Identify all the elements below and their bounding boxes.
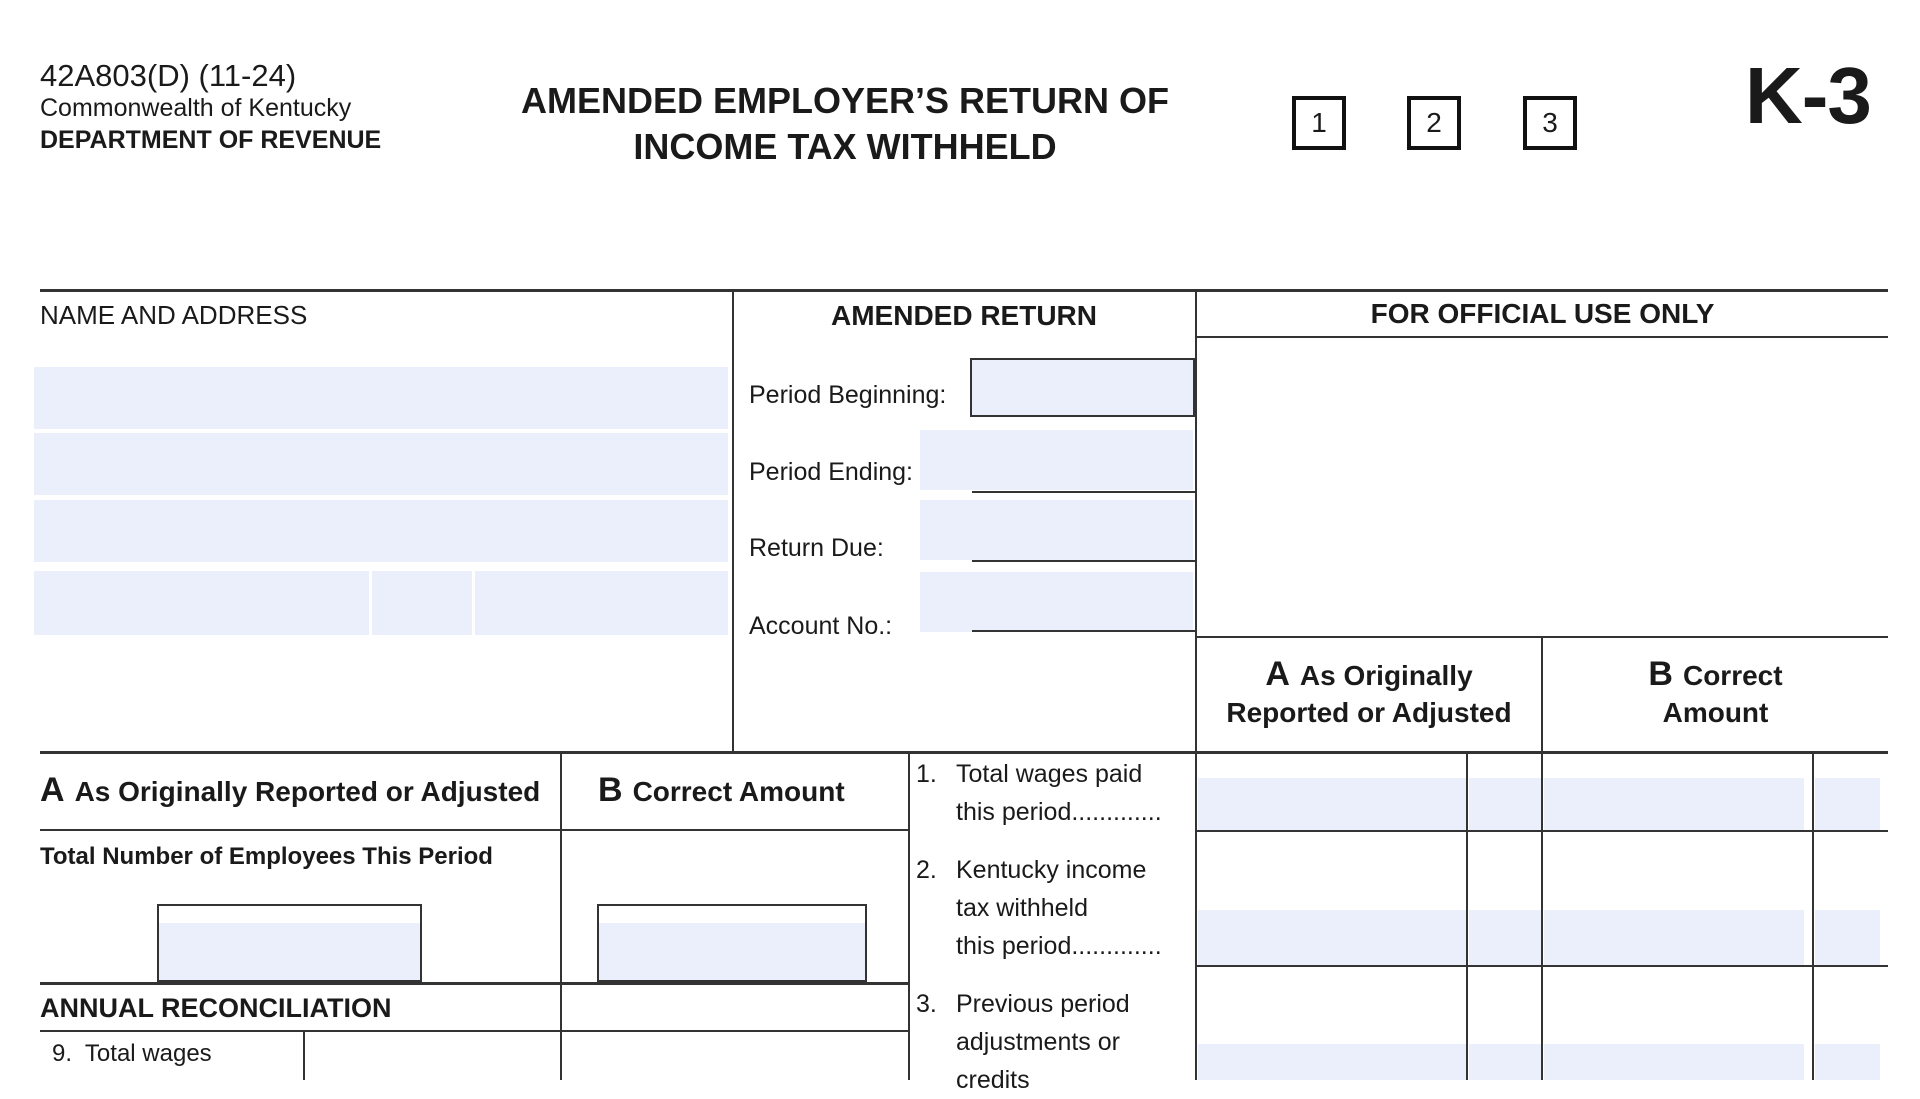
divider-name-amended <box>732 291 734 752</box>
state-name: Commonwealth of Kentucky <box>40 94 352 122</box>
period-beginning-label: Period Beginning: <box>749 381 947 409</box>
line2-text2: tax withheld <box>956 894 1089 922</box>
annual-reconciliation-heading: ANNUAL RECONCILIATION <box>40 993 392 1023</box>
state-field[interactable] <box>372 571 472 635</box>
line2-a-dollars-field[interactable] <box>1198 910 1466 965</box>
line1-label <box>916 755 1162 831</box>
right-column-a-header <box>1197 656 1541 731</box>
line3-text1: Previous period <box>956 990 1130 1018</box>
line3-b-cents-field[interactable] <box>1815 1044 1880 1080</box>
line3-a-dollars-field[interactable] <box>1198 1044 1466 1080</box>
line1-rule <box>1195 830 1888 832</box>
line2-text3: this period............. <box>956 932 1162 960</box>
left-column-a-header <box>40 772 540 810</box>
form-title-line2: INCOME TAX WITHHELD <box>633 126 1057 167</box>
right-column-a-line1: As Originally <box>1299 660 1473 691</box>
quarter-box-1[interactable]: 1 <box>1292 96 1346 150</box>
line2-a-cents-field[interactable] <box>1469 910 1541 965</box>
period-ending-label: Period Ending: <box>749 458 914 486</box>
name-address-label: NAME AND ADDRESS <box>40 300 308 330</box>
right-column-b-line1: Correct <box>1682 660 1783 691</box>
address-line2-field[interactable] <box>34 500 728 562</box>
line2-rule <box>1195 965 1888 967</box>
official-heading-rule <box>1195 336 1888 338</box>
annual-rule-top <box>40 982 909 985</box>
annual-rule-bottom <box>40 1030 909 1032</box>
return-due-label: Return Due: <box>749 534 884 562</box>
period-ending-underline <box>972 491 1195 493</box>
official-use-heading: FOR OFFICIAL USE ONLY <box>1370 298 1715 329</box>
line2-number: 2. <box>916 856 937 884</box>
city-field[interactable] <box>34 571 369 635</box>
divider-a-cents <box>1466 752 1468 1080</box>
line1-b-dollars-field[interactable] <box>1544 778 1804 830</box>
right-column-a-letter: A <box>1265 655 1290 693</box>
right-column-a-line2: Reported or Adjusted <box>1226 697 1512 728</box>
line2-label <box>916 851 1162 965</box>
account-no-field[interactable] <box>920 572 1193 632</box>
period-beginning-field[interactable] <box>970 358 1195 417</box>
left-column-b-letter: B <box>598 771 623 809</box>
employees-b-field[interactable] <box>597 904 867 982</box>
form-title <box>495 78 1195 170</box>
line1-text2: this period............. <box>956 798 1162 826</box>
line3-text3: credits <box>956 1066 1030 1094</box>
form-id: K-3 <box>1745 51 1871 140</box>
zip-field[interactable] <box>475 571 728 635</box>
form-code: 42A803(D) (11-24) <box>40 58 297 93</box>
right-column-b-letter: B <box>1648 655 1673 693</box>
line9-divider <box>303 1031 305 1080</box>
return-due-underline <box>972 560 1195 562</box>
left-column-a-letter: A <box>40 771 65 809</box>
line2-b-cents-field[interactable] <box>1815 910 1880 965</box>
left-column-a-label: As Originally Reported or Adjusted <box>74 776 541 807</box>
divider-b-cents <box>1812 752 1814 1080</box>
quarter-box-2[interactable]: 2 <box>1407 96 1461 150</box>
left-column-b-label: Correct Amount <box>632 776 845 807</box>
amended-return-heading: AMENDED RETURN <box>831 300 1097 331</box>
form-title-line1: AMENDED EMPLOYER’S RETURN OF <box>520 80 1170 121</box>
left-header-rule <box>40 829 909 831</box>
period-ending-field[interactable] <box>920 430 1193 490</box>
account-no-label: Account No.: <box>749 612 893 640</box>
account-no-underline <box>972 630 1195 632</box>
line2-text1: Kentucky income <box>956 856 1147 884</box>
section-rule <box>40 751 1888 754</box>
employees-a-field[interactable] <box>157 904 422 982</box>
line9-text: Total wages <box>84 1040 212 1067</box>
line1-b-cents-field[interactable] <box>1815 778 1880 830</box>
line9-label <box>52 1040 212 1068</box>
left-column-b-header <box>598 772 845 810</box>
line3-text2: adjustments or <box>956 1028 1120 1056</box>
line1-number: 1. <box>916 760 937 788</box>
department-name: DEPARTMENT OF REVENUE <box>40 126 382 154</box>
line3-number: 3. <box>916 990 937 1018</box>
line3-a-cents-field[interactable] <box>1469 1044 1541 1080</box>
line2-b-dollars-field[interactable] <box>1544 910 1804 965</box>
right-column-b-header <box>1543 656 1888 731</box>
name-field[interactable] <box>34 367 728 429</box>
address-line1-field[interactable] <box>34 433 728 495</box>
line1-a-dollars-field[interactable] <box>1198 778 1466 830</box>
line9-number: 9. <box>52 1040 73 1067</box>
employees-label: Total Number of Employees This Period <box>40 843 493 870</box>
line3-label <box>916 985 1130 1099</box>
line1-text1: Total wages paid <box>956 760 1143 788</box>
return-due-field[interactable] <box>920 500 1193 560</box>
line3-b-dollars-field[interactable] <box>1544 1044 1804 1080</box>
quarter-box-3[interactable]: 3 <box>1523 96 1577 150</box>
top-rule <box>40 289 1888 292</box>
line1-a-cents-field[interactable] <box>1469 778 1541 830</box>
right-column-b-line2: Amount <box>1662 697 1769 728</box>
